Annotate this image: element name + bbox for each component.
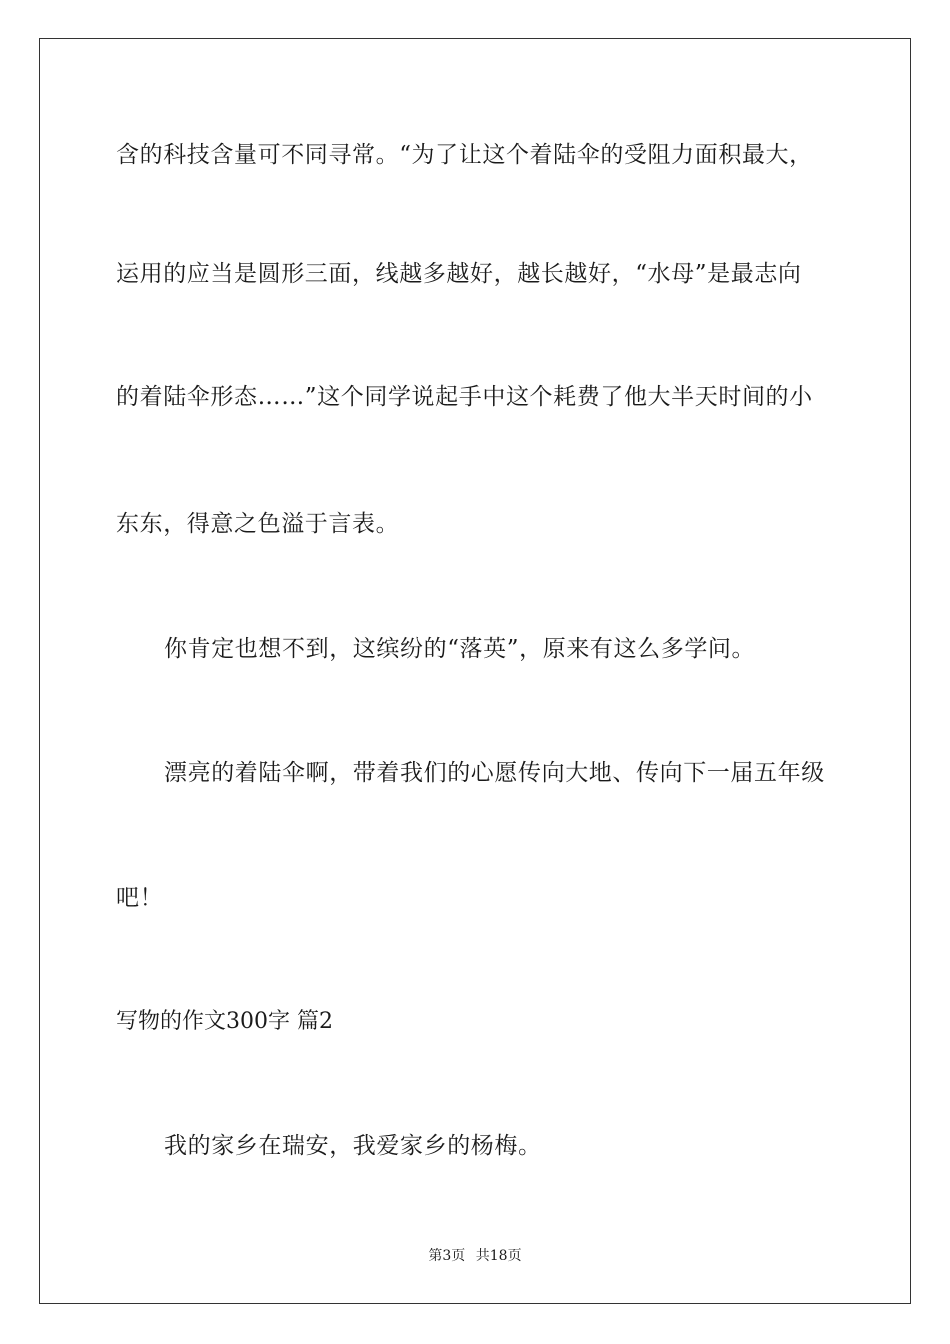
- paragraph-line: 运用的应当是圆形三面，线越多越好，越长越好，“水母”是最志向: [116, 261, 802, 287]
- paragraph-line: 你肯定也想不到，这缤纷的“落英”，原来有这么多学问。: [164, 636, 756, 662]
- paragraph-line: 的着陆伞形态……”这个同学说起手中这个耗费了他大半天时间的小: [116, 384, 813, 410]
- page-frame: [39, 38, 911, 1304]
- page-number: 第3页: [428, 1248, 466, 1264]
- paragraph-line: 吧！: [116, 885, 164, 911]
- paragraph-line: 含的科技含量可不同寻常。“为了让这个着陆伞的受阻力面积最大，: [116, 142, 813, 168]
- paragraph-line: 我的家乡在瑞安，我爱家乡的杨梅。: [164, 1133, 542, 1159]
- paragraph-line: 东东，得意之色溢于言表。: [116, 511, 400, 537]
- section-title: 写物的作文300字 篇2: [116, 1009, 333, 1034]
- page-footer: [0, 1246, 950, 1266]
- paragraph-line: 漂亮的着陆伞啊，带着我们的心愿传向大地、传向下一届五年级: [164, 760, 825, 786]
- page-total: 共18页: [475, 1248, 522, 1264]
